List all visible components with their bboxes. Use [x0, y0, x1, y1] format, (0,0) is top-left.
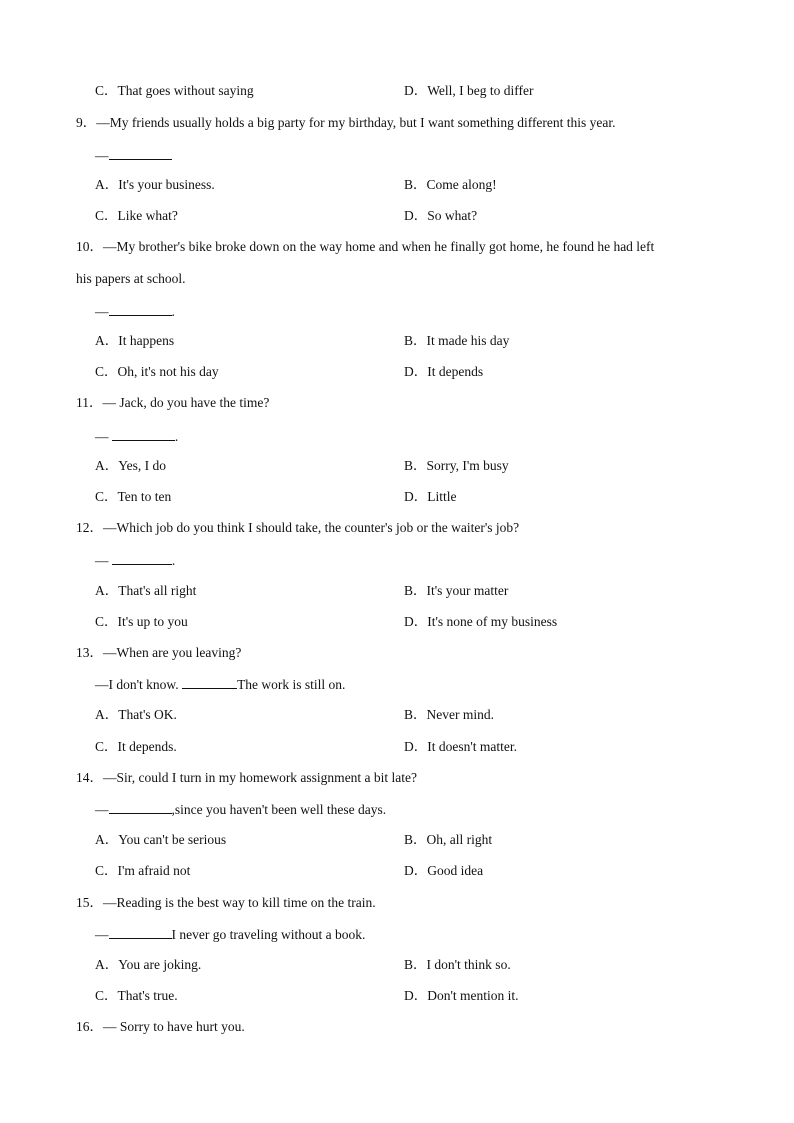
q11-reply	[95, 427, 178, 446]
q11-stem: 11．— Jack, do you have the time?	[76, 395, 270, 410]
q11-option-c[interactable]: C．Ten to ten	[95, 489, 172, 504]
q10-reply-prefix: —	[95, 304, 109, 319]
q13-reply-suffix: The work is still on.	[237, 677, 346, 692]
q14-stem: 14．—Sir, could I turn in my homework assignment a bit late?	[76, 770, 418, 785]
q14-reply-suffix: ,since you haven't been well these days.	[171, 802, 387, 817]
q11-reply-prefix: —	[95, 429, 112, 444]
q15-stem: 15．—Reading is the best way to kill time on the train.	[76, 895, 376, 910]
q15-answer-blank[interactable]	[109, 925, 172, 939]
q13-option-c[interactable]: C．It depends.	[95, 739, 177, 754]
q13-option-d[interactable]: D．It doesn't matter.	[404, 739, 518, 754]
q15-option-a[interactable]: A．You are joking.	[95, 957, 202, 972]
q15-option-b[interactable]: B．I don't think so.	[404, 957, 511, 972]
q12-option-d[interactable]: D．It's none of my business	[404, 614, 558, 629]
q12-option-b[interactable]: B．It's your matter	[404, 583, 509, 598]
q15-option-d[interactable]: D．Don't mention it.	[404, 988, 519, 1003]
q12-option-a[interactable]: A．That's all right	[95, 583, 197, 598]
q12-reply-suffix: .	[171, 553, 176, 568]
q10-option-c[interactable]: C．Oh, it's not his day	[95, 364, 219, 379]
q13-option-b[interactable]: B．Never mind.	[404, 707, 494, 722]
q11-answer-blank[interactable]	[112, 427, 175, 441]
q9-option-a[interactable]: A．It's your business.	[95, 177, 215, 192]
q13-reply	[95, 675, 345, 694]
q14-option-c[interactable]: C．I'm afraid not	[95, 863, 191, 878]
q15-reply	[95, 925, 365, 944]
q11-reply-suffix: .	[174, 429, 179, 444]
q11-option-a[interactable]: A．Yes, I do	[95, 458, 167, 473]
q12-option-c[interactable]: C．It's up to you	[95, 614, 188, 629]
q13-answer-blank[interactable]	[182, 675, 237, 689]
q9-reply-prefix: —	[95, 148, 109, 163]
q10-answer-blank[interactable]	[109, 302, 172, 316]
q13-stem: 13．—When are you leaving?	[76, 645, 242, 660]
q14-reply-prefix: —	[95, 802, 109, 817]
q10-option-b[interactable]: B．It made his day	[404, 333, 510, 348]
q13-option-a[interactable]: A．That's OK.	[95, 707, 177, 722]
q13-reply-prefix: —I don't know.	[95, 677, 183, 692]
q12-stem: 12．—Which job do you think I should take, the counter's job or the waiter's job?	[76, 520, 520, 535]
q10-stem: 10．—My brother's bike broke down on the way home and when he finally got home, he found he had left	[76, 239, 655, 254]
q14-answer-blank[interactable]	[109, 800, 172, 814]
q15-reply-prefix: —	[95, 927, 109, 942]
q11-option-b[interactable]: B．Sorry, I'm busy	[404, 458, 509, 473]
q10-stem-continued: his papers at school.	[76, 271, 186, 286]
q12-reply-prefix: —	[95, 553, 112, 568]
q12-reply	[95, 551, 175, 570]
q8-option-c[interactable]: C．That goes without saying	[95, 83, 254, 98]
q10-option-d[interactable]: D．It depends	[404, 364, 484, 379]
q11-option-d[interactable]: D．Little	[404, 489, 457, 504]
q9-option-b[interactable]: B．Come along!	[404, 177, 497, 192]
q14-option-d[interactable]: D．Good idea	[404, 863, 484, 878]
q9-reply	[95, 146, 172, 165]
q15-reply-suffix: I never go traveling without a book.	[171, 927, 366, 942]
q10-option-a[interactable]: A．It happens	[95, 333, 175, 348]
q8-option-d[interactable]: D．Well, I beg to differ	[404, 83, 534, 98]
q12-answer-blank[interactable]	[112, 551, 172, 565]
q15-option-c[interactable]: C．That's true.	[95, 988, 178, 1003]
q14-option-a[interactable]: A．You can't be serious	[95, 832, 227, 847]
q10-reply-suffix: .	[171, 304, 175, 319]
q9-stem: 9．—My friends usually holds a big party for my birthday, but I want something different this year.	[76, 115, 616, 130]
q14-reply	[95, 800, 386, 819]
q9-answer-blank[interactable]	[109, 146, 172, 160]
q16-stem: 16．— Sorry to have hurt you.	[76, 1019, 245, 1034]
q10-reply	[95, 302, 175, 321]
q9-option-d[interactable]: D．So what?	[404, 208, 478, 223]
q9-option-c[interactable]: C．Like what?	[95, 208, 178, 223]
q14-option-b[interactable]: B．Oh, all right	[404, 832, 493, 847]
